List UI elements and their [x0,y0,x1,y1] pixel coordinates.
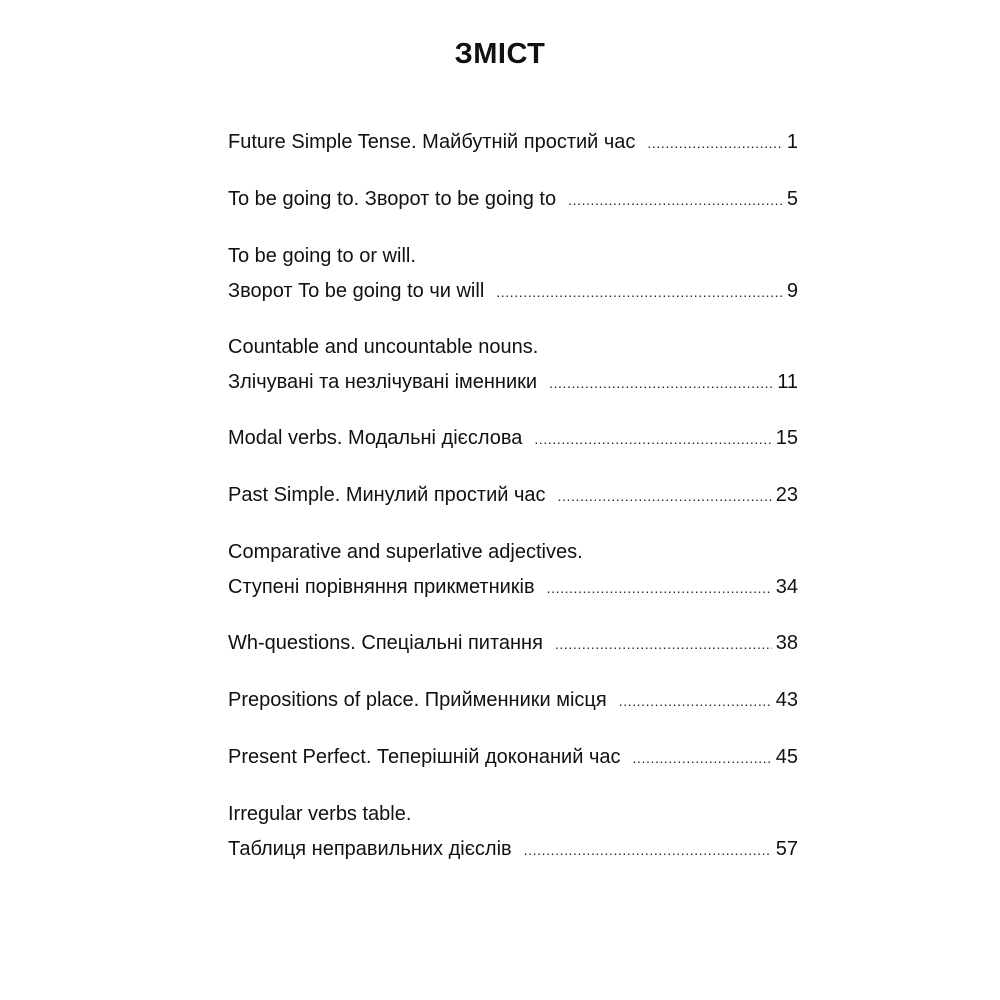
dot-leader [555,627,772,662]
toc-page-number: 9 [786,280,798,302]
toc-entry-subtitle: Таблиця неправильних дієслів [228,838,512,860]
toc-entry[interactable] [228,125,798,160]
toc-page-number: 45 [775,746,798,768]
toc-line [228,570,798,605]
toc-line [228,797,798,832]
toc-line [228,478,798,513]
toc-entry[interactable] [228,740,798,775]
dot-leader [547,571,772,606]
dot-leader [524,833,772,868]
toc-page-number: 23 [775,484,798,506]
toc-entry-title: Past Simple. Минулий простий час [228,484,546,506]
toc-entry-subtitle: Ступені порівняння прикметників [228,576,535,598]
toc-line [228,330,798,365]
toc-entry[interactable] [228,683,798,718]
toc-page-number: 1 [786,131,798,153]
toc-line [228,125,798,160]
toc-entry[interactable] [228,182,798,217]
toc-line [228,683,798,718]
toc-page-number: 43 [775,689,798,711]
toc-page-number: 38 [775,632,798,654]
dot-leader [647,126,782,161]
toc-entry[interactable] [228,239,798,309]
toc-entry-title: Wh-questions. Спеціальні питання [228,632,543,654]
toc-entry-title: Present Perfect. Теперішній доконаний час [228,746,621,768]
toc-entry[interactable] [228,478,798,513]
toc-page-number: 11 [777,371,798,393]
dot-leader [496,275,783,310]
toc-line [228,535,798,570]
toc-entry-title: Prepositions of place. Прийменники місця [228,689,607,711]
toc-entry-title: Comparative and superlative adjectives. [228,541,583,563]
toc-entry[interactable] [228,535,798,605]
toc-entry-title: Irregular verbs table. [228,803,412,825]
toc-entry[interactable] [228,626,798,661]
toc-entry-subtitle: Злічувані та незлічувані іменники [228,371,538,393]
dot-leader [633,741,772,776]
toc-line [228,365,798,400]
dot-leader [619,684,772,719]
toc-entry-title: Modal verbs. Модальні дієслова [228,427,523,449]
toc-page-number: 5 [786,188,798,210]
dot-leader [568,183,783,218]
toc-page-number: 57 [775,838,798,860]
toc-line [228,832,798,867]
toc-line [228,740,798,775]
toc-entry-title: To be going to or will. [228,245,416,267]
toc-entry-title: Countable and uncountable nouns. [228,336,539,358]
page-title: ЗМІСТ [454,38,546,70]
toc-entry[interactable] [228,797,798,867]
toc-page-number: 15 [775,427,798,449]
table-of-contents [228,125,798,888]
toc-entry-subtitle: Зворот To be going to чи will [228,280,485,302]
toc-line [228,274,798,309]
toc-entry-title: To be going to. Зворот to be going to [228,188,557,210]
toc-line [228,421,798,456]
dot-leader [558,479,772,514]
toc-page-number: 34 [775,576,798,598]
toc-line [228,182,798,217]
toc-entry-title: Future Simple Tense. Майбутній простий час [228,131,636,153]
toc-entry[interactable] [228,330,798,400]
toc-entry[interactable] [228,421,798,456]
toc-line [228,626,798,661]
dot-leader [549,366,773,401]
toc-line [228,239,798,274]
dot-leader [534,422,771,457]
